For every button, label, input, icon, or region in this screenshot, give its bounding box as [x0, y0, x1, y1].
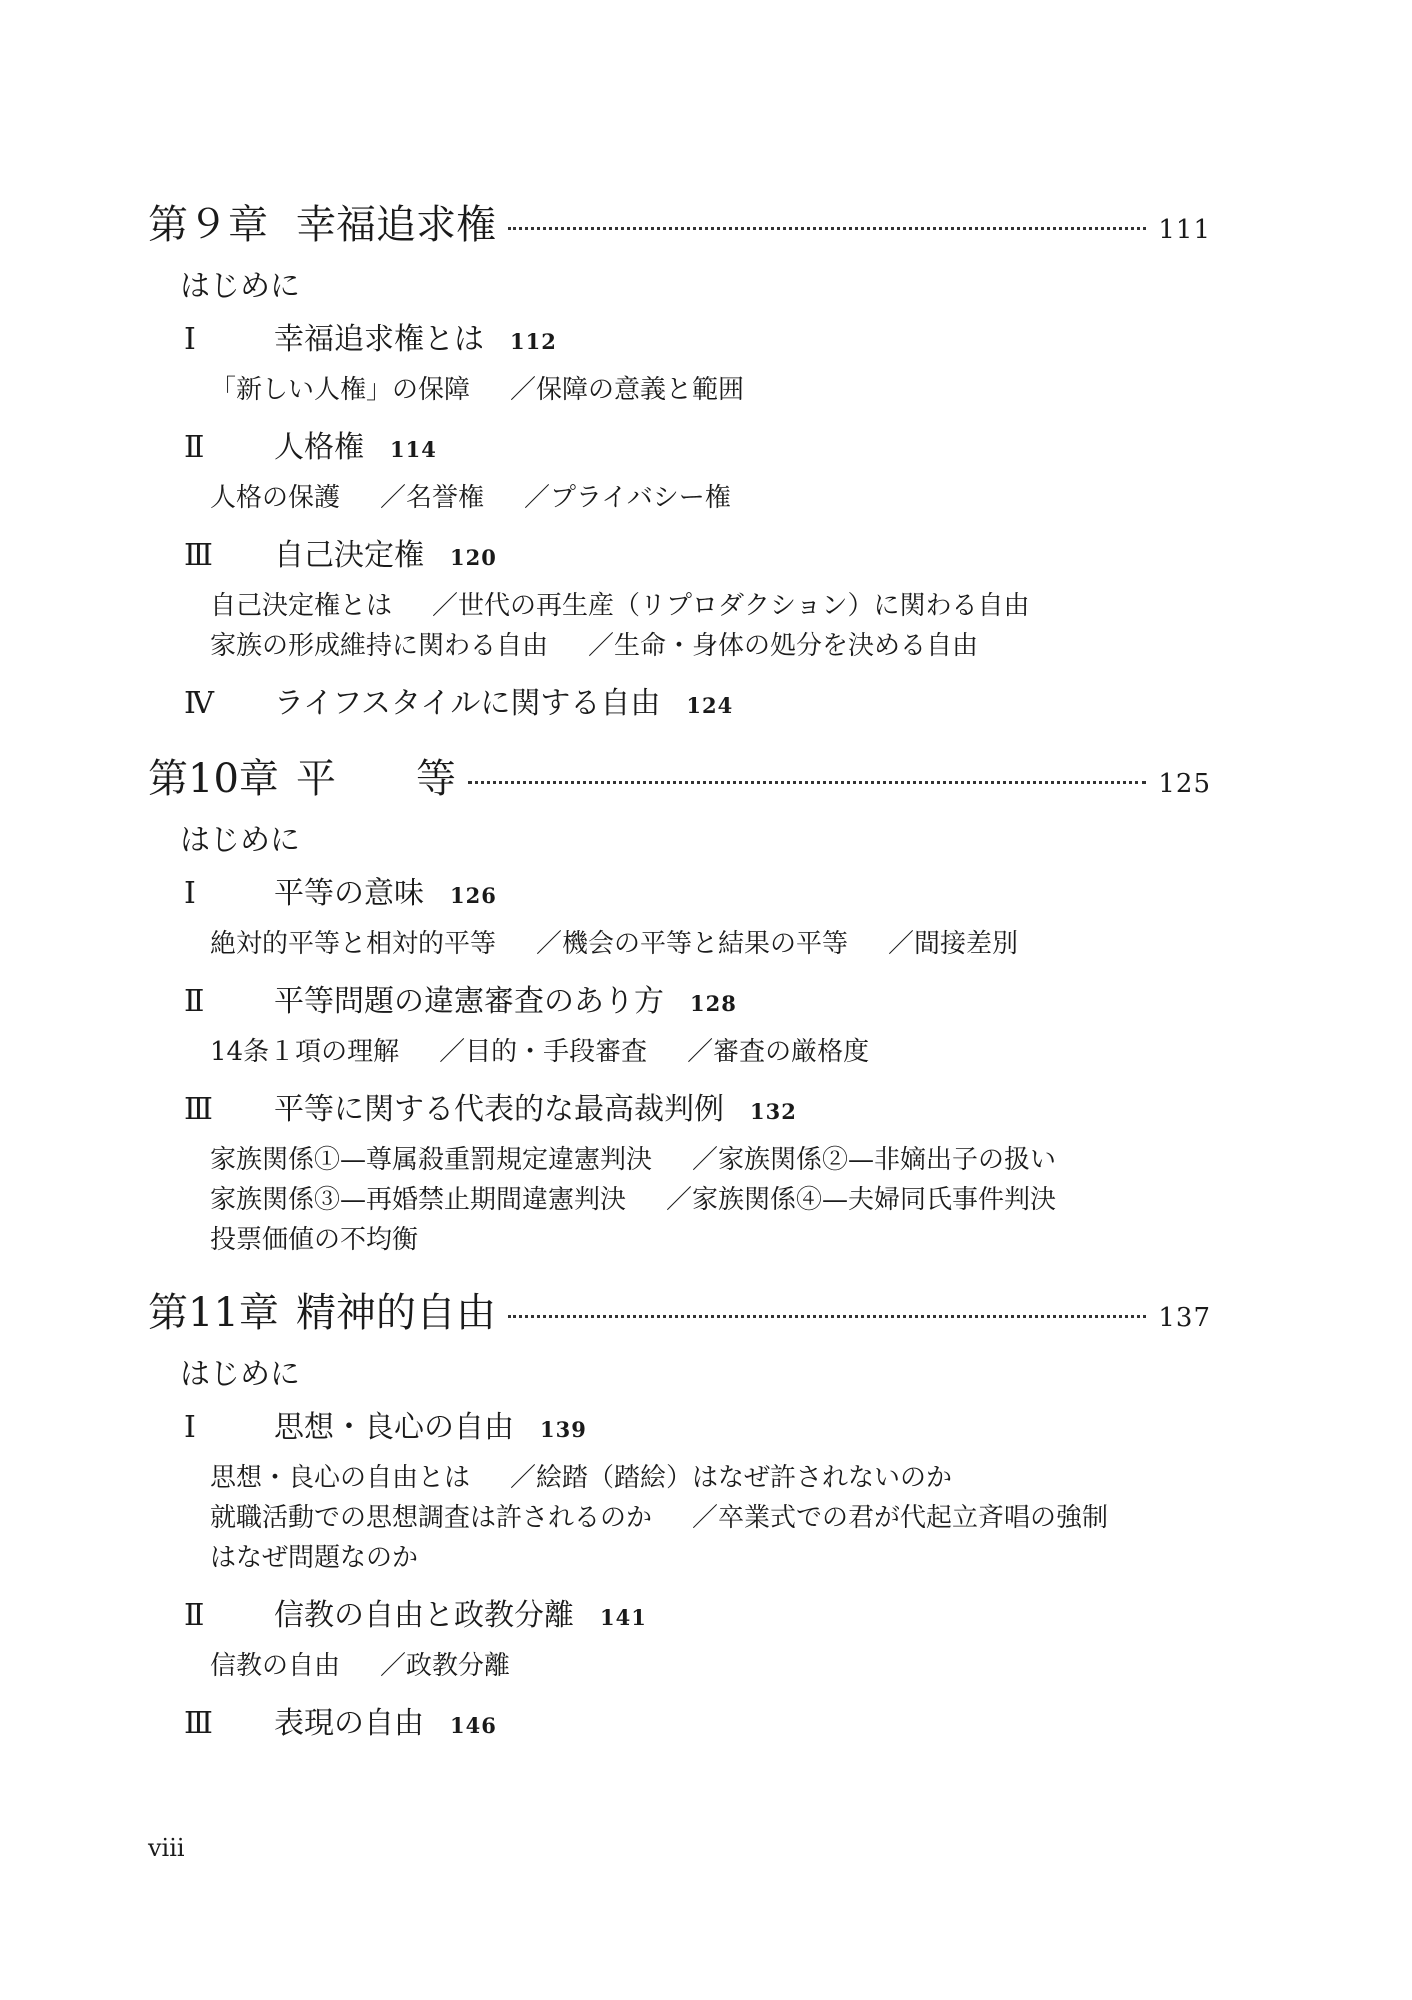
section-title: 自己決定権: [274, 538, 424, 573]
subsection-list: [148, 1032, 1211, 1072]
section-entry[interactable]: [148, 1398, 1211, 1458]
section-title: 人格権: [274, 430, 364, 465]
chapter-title: 幸福追求権: [296, 202, 496, 248]
dot-leader: [508, 227, 1146, 230]
intro-entry[interactable]: はじめに: [180, 1357, 300, 1392]
chapter-heading[interactable]: [148, 1284, 1211, 1342]
subsection-item[interactable]: ／目的・手段審査: [439, 1037, 648, 1067]
section-entry[interactable]: [148, 418, 1211, 478]
section-entry[interactable]: [148, 526, 1211, 586]
section-page-number: 141: [600, 1605, 647, 1630]
subsection-list: [148, 370, 1211, 410]
intro-entry[interactable]: はじめに: [180, 269, 300, 304]
section-page-number: 132: [750, 1099, 797, 1124]
table-of-contents: [148, 196, 1211, 1754]
subsection-line: [210, 1458, 1211, 1498]
chapter-number: 第11章: [148, 1290, 279, 1336]
subsection-item[interactable]: ／世代の再生産（リプロダクション）に関わる自由: [432, 591, 1030, 621]
section-numeral: Ⅱ: [184, 430, 205, 465]
section-numeral: Ⅰ: [184, 876, 196, 911]
subsection-item[interactable]: 絶対的平等と相対的平等: [210, 929, 497, 959]
subsection-list: [148, 478, 1211, 518]
subsection-line: [210, 586, 1211, 626]
subsection-line: [210, 1032, 1211, 1072]
chapter-title: 精神的自由: [296, 1290, 496, 1336]
subsection-list: [148, 1646, 1211, 1686]
subsection-item[interactable]: 家族関係③—再婚禁止期間違憲判決: [210, 1185, 627, 1215]
subsection-item[interactable]: ／名誉権: [380, 483, 485, 513]
subsection-line: [210, 478, 1211, 518]
subsection-item[interactable]: 就職活動での思想調査は許されるのか: [210, 1503, 653, 1533]
subsection-line: [210, 1498, 1211, 1538]
section-entry[interactable]: [148, 1694, 1211, 1754]
chapter-number: 第９章: [148, 202, 268, 248]
chapter-number: 第10章: [148, 756, 279, 802]
page-number: viii: [148, 1834, 185, 1862]
section-page-number: 124: [686, 693, 734, 718]
section-numeral: Ⅲ: [184, 538, 213, 573]
subsection-item[interactable]: ／卒業式での君が代起立斉唱の強制: [692, 1503, 1109, 1533]
section-entry[interactable]: [148, 674, 1211, 734]
subsection-list: [148, 586, 1211, 666]
subsection-item[interactable]: 投票価値の不均衡: [210, 1225, 419, 1255]
subsection-line: [210, 1220, 1211, 1260]
section-numeral: Ⅲ: [184, 1092, 213, 1127]
subsection-item[interactable]: ／政教分離: [380, 1651, 511, 1681]
subsection-item[interactable]: 思想・良心の自由とは: [210, 1463, 471, 1493]
subsection-item[interactable]: 人格の保護: [210, 483, 341, 513]
subsection-line: [210, 1538, 1211, 1578]
chapter-gap: [148, 1268, 1211, 1284]
section-title: 平等に関する代表的な最高裁判例: [274, 1092, 724, 1127]
subsection-item[interactable]: ／保障の意義と範囲: [510, 375, 745, 405]
section-title: ライフスタイルに関する自由: [274, 686, 661, 721]
section-title: 幸福追求権とは: [274, 322, 484, 357]
section-numeral: Ⅱ: [184, 984, 205, 1019]
chapter-page-number: 111: [1158, 215, 1211, 245]
section-numeral: Ⅰ: [184, 1410, 196, 1445]
subsection-line: [210, 370, 1211, 410]
chapter-gap: [148, 734, 1211, 750]
section-title: 平等問題の違憲審査のあり方: [274, 984, 664, 1019]
subsection-item[interactable]: ／家族関係②—非嫡出子の扱い: [692, 1145, 1057, 1175]
section-numeral: Ⅱ: [184, 1598, 205, 1633]
subsection-item[interactable]: 家族の形成維持に関わる自由: [210, 631, 549, 661]
section-page-number: 120: [450, 545, 497, 570]
section-page-number: 126: [450, 883, 497, 908]
subsection-line: [210, 1140, 1211, 1180]
section-entry[interactable]: [148, 1586, 1211, 1646]
subsection-item[interactable]: 自己決定権とは: [210, 591, 393, 621]
section-entry[interactable]: [148, 972, 1211, 1032]
subsection-line: [210, 626, 1211, 666]
subsection-item[interactable]: はなぜ問題なのか: [210, 1543, 419, 1573]
section-page-number: 128: [690, 991, 737, 1016]
subsection-line: [210, 924, 1211, 964]
section-entry[interactable]: [148, 310, 1211, 370]
subsection-line: [210, 1646, 1211, 1686]
subsection-list: [148, 1458, 1211, 1578]
chapter-page-number: 125: [1158, 769, 1211, 799]
subsection-item[interactable]: ／間接差別: [888, 929, 1019, 959]
section-numeral: Ⅰ: [184, 322, 196, 357]
subsection-item[interactable]: 家族関係①—尊属殺重罰規定違憲判決: [210, 1145, 653, 1175]
subsection-list: [148, 924, 1211, 964]
subsection-item[interactable]: 信教の自由: [210, 1651, 341, 1681]
chapter-heading[interactable]: [148, 750, 1211, 808]
intro-entry[interactable]: はじめに: [180, 823, 300, 858]
chapter-title: 平 等: [296, 756, 456, 802]
section-page-number: 114: [390, 437, 437, 462]
subsection-item[interactable]: ／生命・身体の処分を決める自由: [588, 631, 979, 661]
subsection-item[interactable]: ／審査の厳格度: [687, 1037, 870, 1067]
chapter-heading[interactable]: [148, 196, 1211, 254]
section-title: 平等の意味: [274, 876, 424, 911]
dot-leader: [468, 781, 1146, 784]
section-entry[interactable]: [148, 1080, 1211, 1140]
section-numeral: Ⅳ: [184, 686, 214, 721]
chapter-page-number: 137: [1158, 1303, 1211, 1333]
subsection-item[interactable]: ／プライバシー権: [524, 483, 731, 513]
subsection-item[interactable]: 「新しい人権」の保障: [210, 375, 471, 405]
dot-leader: [508, 1315, 1146, 1318]
subsection-item[interactable]: ／絵踏（踏絵）はなぜ許されないのか: [510, 1463, 953, 1493]
subsection-line: [210, 1180, 1211, 1220]
section-page-number: 139: [540, 1417, 587, 1442]
section-entry[interactable]: [148, 864, 1211, 924]
subsection-item[interactable]: ／家族関係④—夫婦同氏事件判決: [666, 1185, 1057, 1215]
section-page-number: 112: [510, 329, 557, 354]
section-page-number: 146: [450, 1713, 497, 1738]
section-title: 表現の自由: [274, 1706, 424, 1741]
subsection-item[interactable]: ／機会の平等と結果の平等: [536, 929, 849, 959]
section-title: 信教の自由と政教分離: [274, 1598, 574, 1633]
section-title: 思想・良心の自由: [274, 1410, 514, 1445]
subsection-item[interactable]: 14条１項の理解: [210, 1037, 400, 1067]
section-numeral: Ⅲ: [184, 1706, 213, 1741]
subsection-list: [148, 1140, 1211, 1260]
